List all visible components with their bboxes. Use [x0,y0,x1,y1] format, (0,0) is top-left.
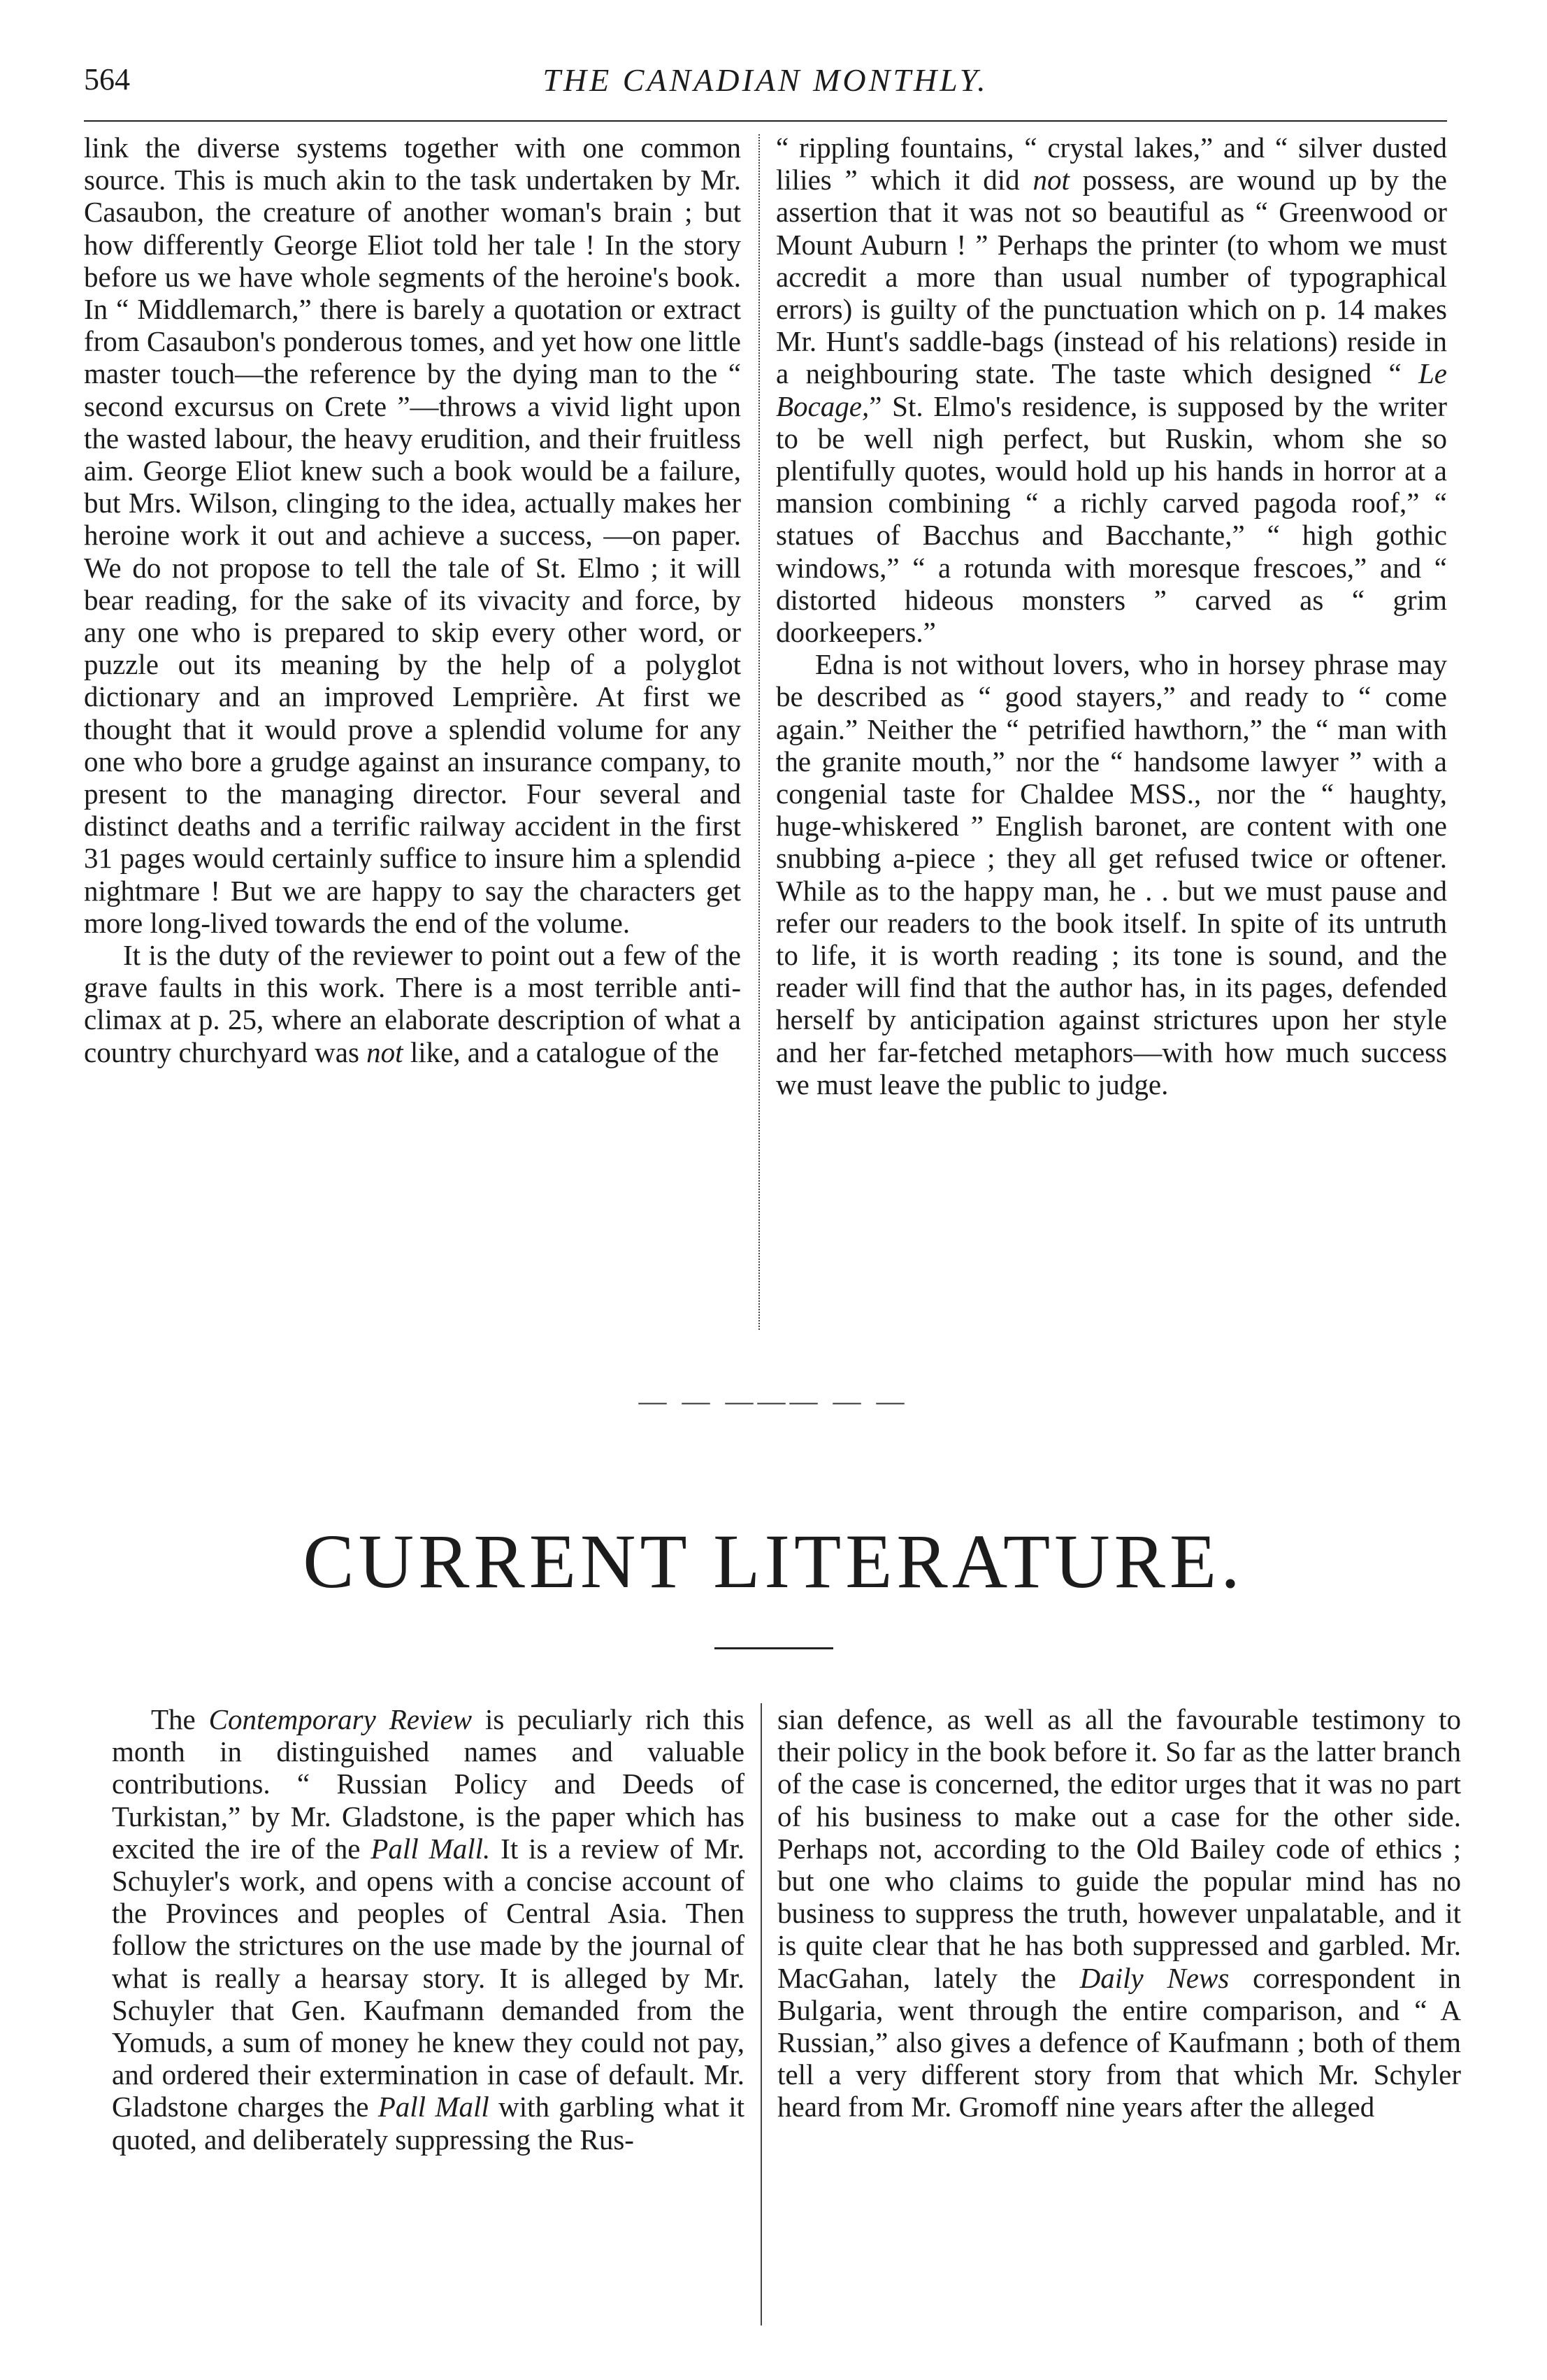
text-run: It is a review of Mr. Schuyler's work, and opens with a concise account of the Provinces and peoples of Central Asia. Then follow the strictures on the use made by the journal of what is really a hearsay story. It is alleged by Mr. Schuyler that Gen. Kaufmann demanded from the Yomuds, a sum of money he knew they could not pay, and ordered their extermination in case of default. Mr. Gladstone charges the [112,1832,745,2123]
running-header [84,62,1447,110]
paragraph [112,1703,744,2156]
italic-run: not [1032,164,1070,196]
text-run: with garbling what it quoted, and deliberately suppressing the Rus- [112,2091,744,2156]
bottom-right-column [777,1703,1461,2123]
section-ornament: — — ——— — — [638,1385,909,1417]
column-divider-top [758,134,760,1330]
paragraph [776,131,1447,648]
italic-run: not [366,1035,403,1068]
text-run: ” St. Elmo's residence, is supposed by the writer to be well nigh perfect, but Ruskin, whom she so plentifully quotes, would hold up his hands in horror at a mansion combining “ a richly carved pagoda roof,” “ statues of Bacchus and Bacchante,” “ high gothic windows,” “ a rotunda with moresque frescoes,” and “ distorted hideous monsters ” carved as “ grim doorkeepers.” [776,389,1447,649]
text-run: like, and a catalogue of the [403,1035,719,1068]
bottom-left-column [112,1703,744,2156]
running-title: THE CANADIAN MONTHLY. [542,62,988,98]
text-run: is peculiarly rich this month in distinguished names and valuable contributions. “ Russian Policy and Deeds of Turkistan,” by Mr. Gladstone, is the paper which has excited the ire of the [112,1703,745,1865]
section-title-rule [714,1647,833,1649]
top-left-column [84,131,741,1068]
text-run: correspondent in Bulgaria, went through the entire comparison, and “ A Russian,” also gives a defence of Kaufmann ; both of them tell a very different story from that which Mr. Schyler heard from Mr. Gromoff nine years after the alleged [777,1961,1462,2123]
text-run: The [151,1703,209,1735]
column-divider-bottom [761,1703,762,2325]
text-run: possess, are wound up by the assertion that it was not so beautiful as “ Greenwood or Mount Auburn ! ” Perhaps the printer (to whom we must accredit a more than usual number of typographical errors) is guilty of the punctuation which on p. 14 makes Mr. Hunt's saddle-bags (instead of his relations) reside in a neighbouring state. The taste which designed “ [776,164,1447,390]
text-run: link the diverse systems together with one common source. This is much akin to the task undertaken by Mr. Casaubon, the creature of another woman's brain ; but how differently George Eliot told her tale ! In the story before us we have whole segments of the heroine's book. In “ Middlemarch,” there is barely a quotation or extract from Casaubon's ponderous tomes, and yet how one little master touch—the reference by the dying man to the “ second excursus on Crete ”—throws a vivid light upon the wasted labour, the heavy erudition, and their fruitless aim. George Eliot knew such a book would be a failure, but Mrs. Wilson, clinging to the idea, actually makes her heroine work it out and achieve a success, —on paper. We do not propose to tell the tale of St. Elmo ; it will bear reading, for the sake of its vivacity and force, by any one who is prepared to skip every other word, or puzzle out its meaning by the help of a polyglot dictionary and an improved Lemprière. At first we thought that it would prove a splendid volume for any one who bore a grudge against an insurance company, to present to the managing director. Four several and distinct deaths and a terrific railway accident in the first 31 pages would certainly suffice to insure him a splendid nightmare ! But we are happy to say the characters get more long-lived towards the end of the volume. [84,131,741,939]
top-right-column [776,131,1447,1101]
header-rule [84,120,1447,122]
paragraph [776,648,1447,1101]
italic-run: Le Bocage, [776,357,1447,422]
italic-run: Contemporary Review [208,1703,473,1735]
section-title: CURRENT LITERATURE. [303,1519,1244,1604]
italic-run: Pall Mall. [370,1832,491,1865]
text-run: sian defence, as well as all the favourable testimony to their policy in the book before it. So far as the latter branch of the case is concerned, the editor urges that it was no part of his business to make out a case for the other side. Perhaps not, according to the Old Bailey code of ethics ; but one who claims to guide the popular mind has no business to suppress the truth, however unpalatable, and it is quite clear that he has both suppressed and garbled. Mr. MacGahan, lately the [777,1703,1461,1994]
italic-run: Pall Mall [377,2091,489,2123]
italic-run: Daily News [1079,1961,1230,1994]
text-run: Edna is not without lovers, who in horsey phrase may be described as “ good stayers,” and ready to “ come again.” Neither the “ petrified hawthorn,” the “ man with the granite mouth,” nor the “ handsome lawyer ” with a congenial taste for Chaldee MSS., nor the “ haughty, huge-whiskered ” English baronet, are content with one snubbing a-piece ; they all get refused twice or oftener. While as to the happy man, he . . but we must pause and refer our readers to the book itself. In spite of its untruth to life, it is worth reading ; its tone is sound, and the reader will find that the author has, in its pages, defended herself by anticipation against strictures upon her style and her far-fetched metaphors—with how much success we must leave the public to judge. [776,648,1447,1101]
page-number: 564 [84,62,130,96]
paragraph [777,1703,1461,2123]
paragraph [84,939,741,1068]
text-run: It is the duty of the reviewer to point out a few of the grave faults in this work. There is a most terrible anti-climax at p. 25, where an elaborate description of what a country churchyard was [84,939,741,1068]
text-run: “ rippling fountains, “ crystal lakes,” and “ silver dusted lilies ” which it did [776,131,1447,196]
paragraph [84,131,741,939]
